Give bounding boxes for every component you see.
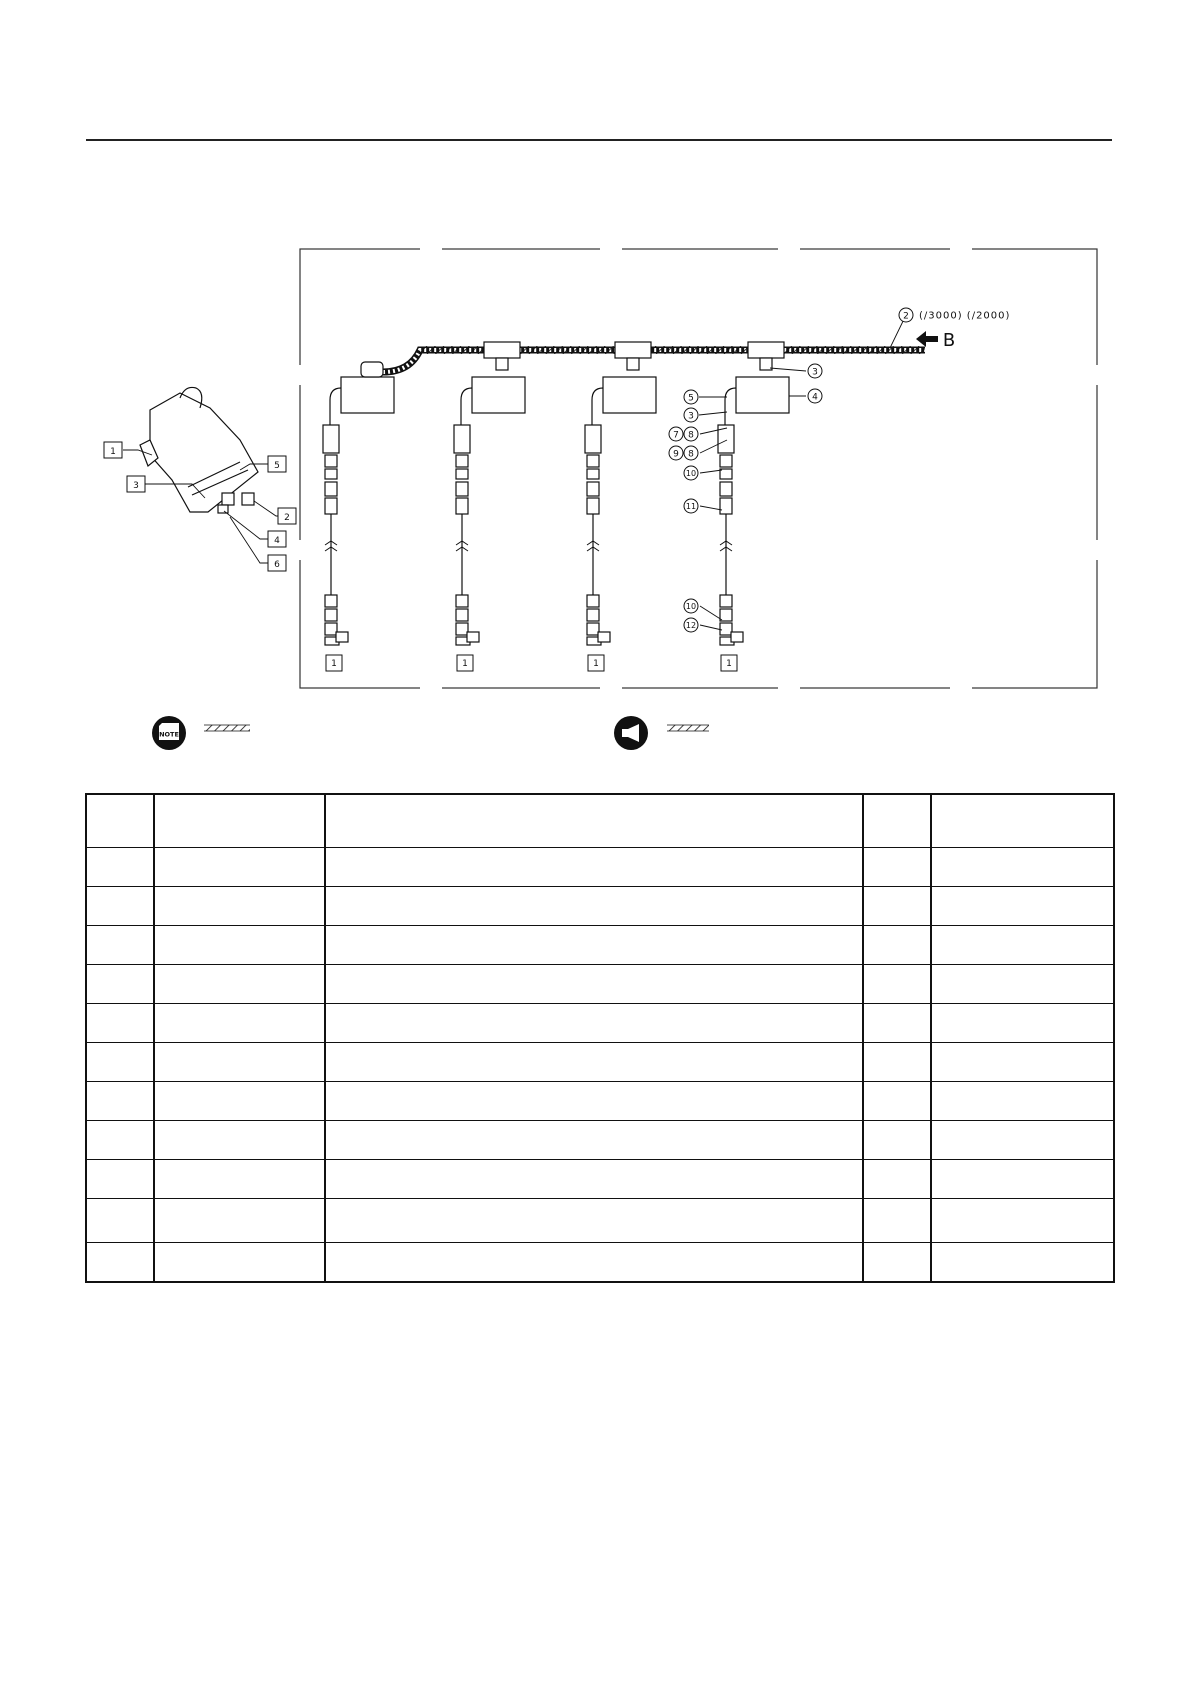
hose-assembly [454,388,479,645]
hose-break-marks [325,541,732,551]
table-cell [931,1199,1114,1243]
callout-12-text: 12 [685,621,697,630]
table-cell [863,1199,931,1243]
table-cell [931,1004,1114,1043]
table-cell [931,848,1114,887]
table-cell [931,1243,1114,1283]
table-cell [154,1121,325,1160]
table-row [86,965,1114,1004]
flow-arrow-icon [916,331,938,347]
table-cell [863,887,931,926]
table-cell [86,1121,154,1160]
side-label-3: 3 [133,481,139,491]
table-cell [154,1243,325,1283]
table-row [86,1082,1114,1121]
table-cell [86,1243,154,1283]
table-cell [863,1160,931,1199]
table-cell [863,1243,931,1283]
side-label-2: 2 [284,513,290,523]
table-cell [154,887,325,926]
table-cell [931,1121,1114,1160]
header-cell [325,794,863,848]
table-cell [931,887,1114,926]
callout-8-b-text: 8 [688,449,694,460]
table-row [86,848,1114,887]
table-header-row [86,794,1114,848]
table-cell [863,926,931,965]
callout-5-text: 5 [688,393,694,404]
bottom-ref-label: 1 [593,659,599,669]
table-cell [325,1043,863,1082]
table-cell [931,1043,1114,1082]
table-cell [325,887,863,926]
table-cell [325,1243,863,1283]
hatch-symbol [204,724,250,732]
table-cell [863,1043,931,1082]
header-cell [86,794,154,848]
header-cell [931,794,1114,848]
callout-9-text: 9 [673,449,679,460]
callout-4-text: 4 [812,392,818,403]
table-cell [86,887,154,926]
callout-10-b-text: 10 [685,602,697,611]
table-cell [863,1004,931,1043]
table-cell [86,1004,154,1043]
table-cell [154,848,325,887]
table-cell [931,926,1114,965]
header-cell [154,794,325,848]
table-cell [154,926,325,965]
table-cell [863,965,931,1004]
callout-7-text: 7 [673,430,679,441]
table-cell [86,1199,154,1243]
hose-assembly [585,388,610,645]
legend-row [0,716,1190,756]
callout-2-text: 2 [903,311,909,322]
megaphone-icon [614,716,648,750]
table-cell [86,848,154,887]
table-cell [325,965,863,1004]
table-cell [86,965,154,1004]
table-cell [86,1082,154,1121]
bottom-ref-label: 1 [726,659,732,669]
table-cell [325,848,863,887]
first-valve-connector [361,362,383,377]
callout-2-note: (/3000) (/2000) [919,310,1011,322]
table-cell [325,926,863,965]
table-cell [325,1004,863,1043]
side-label-4: 4 [274,536,280,546]
table-cell [325,1199,863,1243]
table-row [86,887,1114,926]
table-cell [86,1043,154,1082]
table-row [86,926,1114,965]
hose-assembly [323,388,348,645]
hose-assembly [718,388,743,645]
table-cell [325,1160,863,1199]
table-row [86,1121,1114,1160]
side-view-sketch [140,387,258,513]
table-cell [325,1121,863,1160]
table-cell [931,1082,1114,1121]
callout-8-a-text: 8 [688,430,694,441]
bottom-ref-label: 1 [462,659,468,669]
table-cell [863,1082,931,1121]
table-row [86,1199,1114,1243]
table-cell [86,1160,154,1199]
table-cell [154,1199,325,1243]
callout-11-text: 11 [685,502,697,511]
note-icon [152,716,186,750]
parts-table [85,793,1115,1283]
table-cell [931,965,1114,1004]
table-row [86,1243,1114,1283]
callout-10-a-text: 10 [685,469,697,478]
hose-assembly-diagram [0,0,1190,700]
table-cell [86,926,154,965]
table-cell [154,1082,325,1121]
valve-units [341,377,789,413]
table-row [86,1160,1114,1199]
header-cell [863,794,931,848]
table-cell [325,1082,863,1121]
note-icon-text: NOTE [159,730,179,739]
view-arrow-label: B [942,330,956,351]
callout-3-top-text: 3 [812,367,818,378]
side-label-6: 6 [274,560,280,570]
supply-line [383,346,925,372]
table-cell [154,1004,325,1043]
table-row [86,1043,1114,1082]
table-cell [154,1043,325,1082]
table-cell [931,1160,1114,1199]
table-cell [863,1121,931,1160]
table-cell [154,965,325,1004]
side-label-1: 1 [110,447,116,457]
side-label-5: 5 [274,461,280,471]
table-cell [863,848,931,887]
bottom-ref-label: 1 [331,659,337,669]
table-row [86,1004,1114,1043]
callout-3-side-text: 3 [688,411,694,422]
table-cell [154,1160,325,1199]
hatch-symbol [667,724,709,732]
